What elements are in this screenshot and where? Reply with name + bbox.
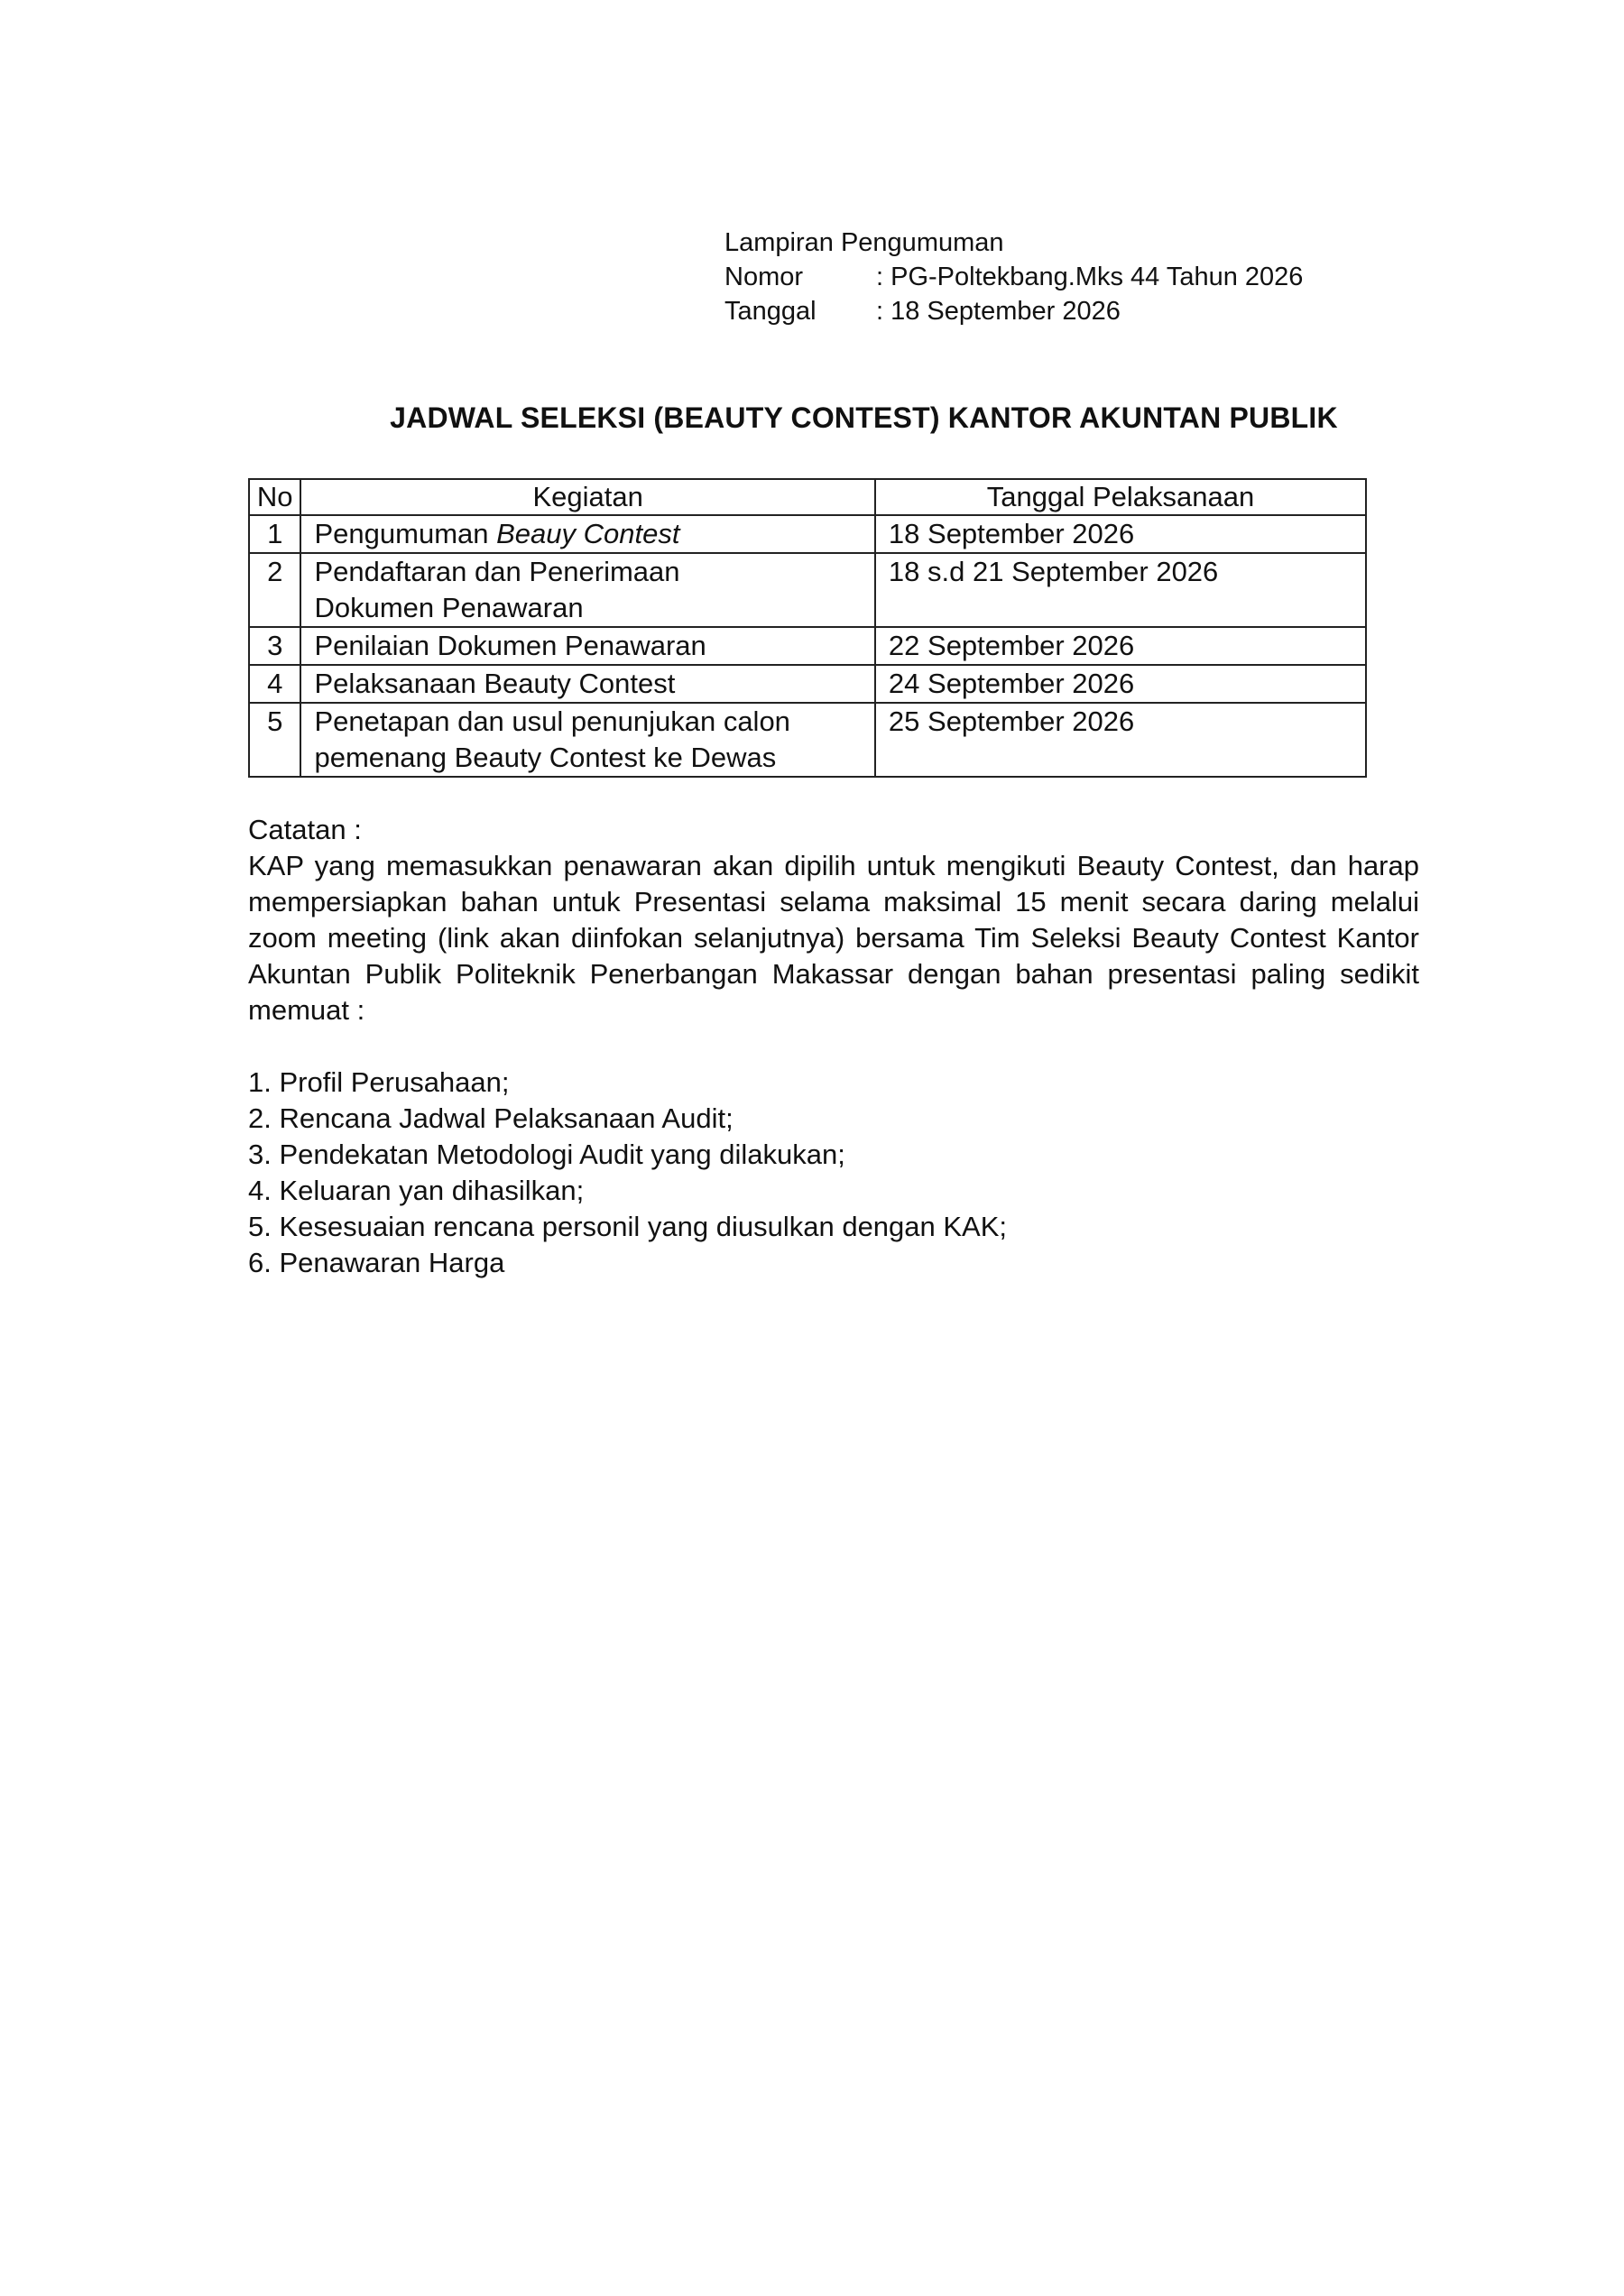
notes-label: Catatan :: [248, 814, 362, 845]
header-value-date: : 18 September 2026: [876, 297, 1121, 326]
activity-text-line2: pemenang Beauty Contest ke Dewas: [314, 742, 777, 773]
table-row: [249, 553, 1366, 627]
table-row: [249, 665, 1366, 703]
row-date: 24 September 2026: [875, 665, 1366, 703]
list-item: 3. Pendekatan Metodologi Audit yang dilakukan;: [248, 1139, 845, 1170]
row-activity: [300, 703, 874, 777]
row-no: 5: [249, 703, 300, 777]
list-item: 6. Penawaran Harga: [248, 1247, 505, 1278]
table-header-row: [249, 479, 1366, 515]
table-row: [249, 703, 1366, 777]
row-date: 18 s.d 21 September 2026: [875, 553, 1366, 627]
row-activity: [300, 553, 874, 627]
row-no: 2: [249, 553, 300, 627]
row-no: 4: [249, 665, 300, 703]
row-no: 1: [249, 515, 300, 553]
presentation-requirements-list: [248, 1065, 1419, 1281]
notes-body: KAP yang memasukkan penawaran akan dipilih untuk mengikuti Beauty Contest, dan harap mempersiapkan bahan untuk Presentasi selama maksimal 15 menit secara daring melalui zoom meeting (link akan diinfokan selanjutnya) bersama Tim Seleksi Beauty Contest Kantor Akuntan Publik Politeknik Penerbangan Makassar dengan bahan presentasi paling sedikit memuat :: [248, 850, 1419, 1026]
header-label-number: Nomor: [724, 263, 804, 291]
list-item: 2. Rencana Jadwal Pelaksanaan Audit;: [248, 1102, 734, 1134]
notes-section: [248, 812, 1419, 1281]
attachment-header: [724, 226, 1303, 328]
row-activity: [300, 515, 874, 553]
row-date: 22 September 2026: [875, 627, 1366, 665]
list-item: 4. Keluaran yan dihasilkan;: [248, 1175, 585, 1206]
attachment-title: Lampiran Pengumuman: [724, 228, 1004, 257]
activity-text: Pengumuman: [314, 518, 497, 549]
row-activity: Penilaian Dokumen Penawaran: [300, 627, 874, 665]
header-no: No: [249, 479, 300, 515]
list-item: 5. Kesesuaian rencana personil yang diusulkan dengan KAK;: [248, 1211, 1008, 1242]
activity-italic-text: Beauy Contest: [496, 518, 680, 549]
row-date: 25 September 2026: [875, 703, 1366, 777]
row-no: 3: [249, 627, 300, 665]
header-value-number: : PG-Poltekbang.Mks 44 Tahun 2026: [876, 263, 1304, 291]
activity-text: Penetapan dan usul penunjukan calon: [314, 705, 790, 737]
table-row: [249, 627, 1366, 665]
activity-text-line2: Dokumen Penawaran: [314, 592, 584, 623]
activity-text: Pendaftaran dan Penerimaan: [314, 556, 680, 587]
header-label-date: Tanggal: [724, 297, 817, 326]
table-row: [249, 515, 1366, 553]
schedule-table: [248, 478, 1367, 778]
header-row-number: [724, 260, 1303, 294]
row-date: 18 September 2026: [875, 515, 1366, 553]
header-date: Tanggal Pelaksanaan: [875, 479, 1366, 515]
list-item: 1. Profil Perusahaan;: [248, 1066, 510, 1098]
row-activity: Pelaksanaan Beauty Contest: [300, 665, 874, 703]
header-row-date: [724, 294, 1303, 328]
document-title: JADWAL SELEKSI (BEAUTY CONTEST) KANTOR AKUNTAN PUBLIK: [390, 401, 1338, 434]
header-activity: Kegiatan: [300, 479, 874, 515]
